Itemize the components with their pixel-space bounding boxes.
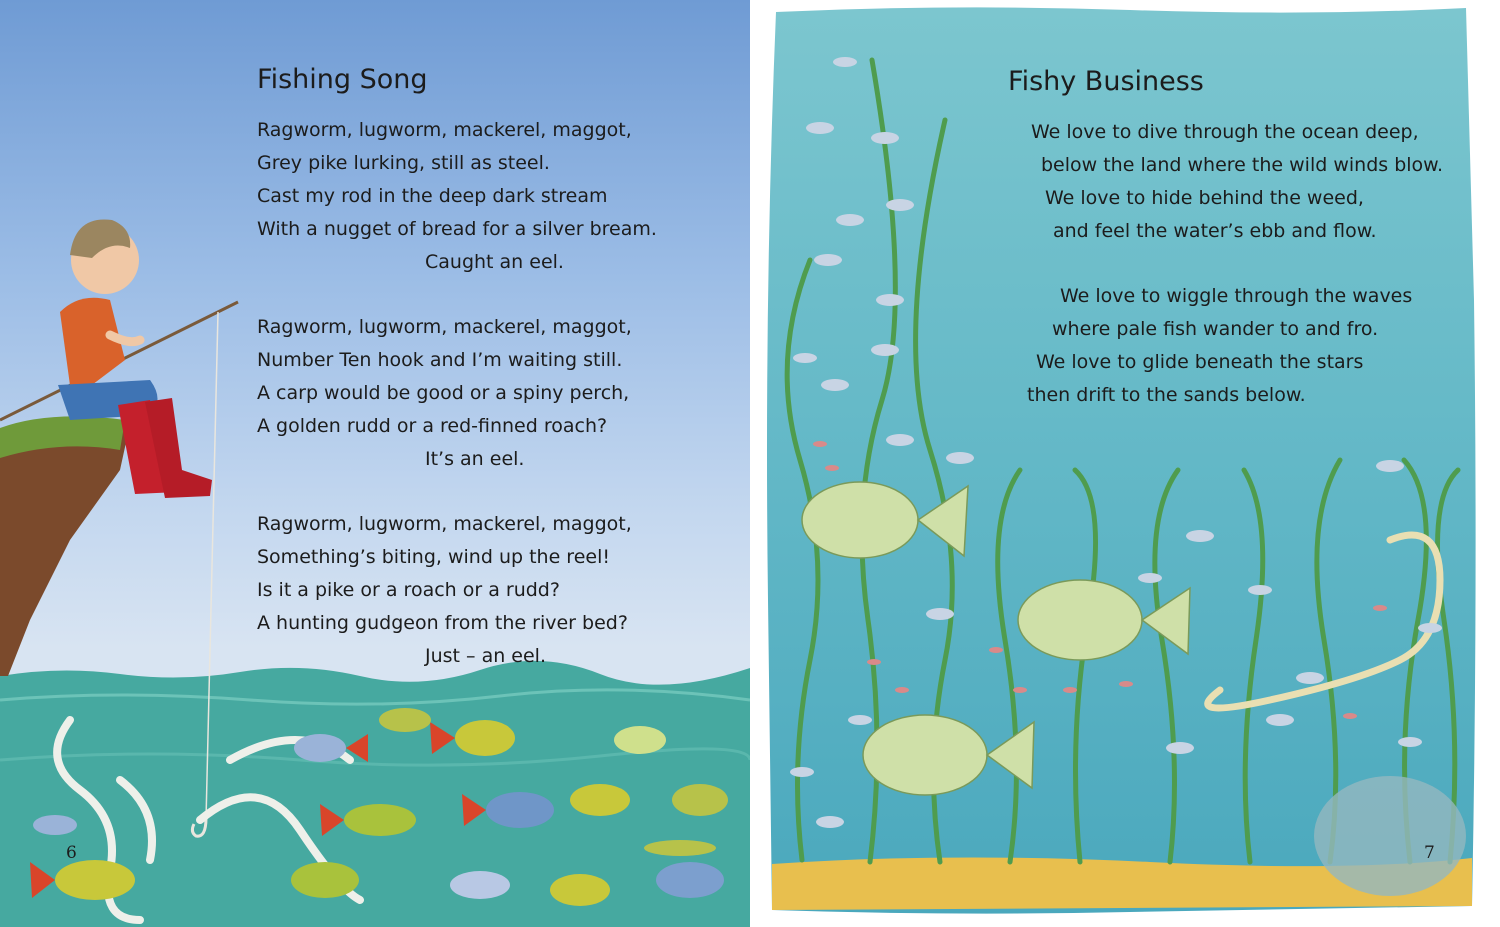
- poem-line: Ragworm, lugworm, mackerel, maggot,: [257, 316, 632, 338]
- poem-line: and feel the water’s ebb and flow.: [1053, 220, 1377, 242]
- poem-line: below the land where the wild winds blow.: [1041, 154, 1443, 176]
- poem-line: Cast my rod in the deep dark stream: [257, 185, 608, 207]
- poem-line: We love to dive through the ocean deep,: [1031, 121, 1419, 143]
- rock: [1314, 776, 1466, 896]
- poem-line: then drift to the sands below.: [1027, 384, 1306, 406]
- poem-line: A golden rudd or a red-finned roach?: [257, 415, 608, 437]
- poem-line: Number Ten hook and I’m waiting still.: [257, 349, 623, 371]
- poem-line: We love to wiggle through the waves: [1060, 285, 1413, 307]
- poem-line: A hunting gudgeon from the river bed?: [257, 612, 628, 634]
- right-page: [750, 0, 1500, 927]
- poem-title-fishy-business: Fishy Business: [1008, 66, 1204, 97]
- poem-refrain: Just – an eel.: [425, 645, 546, 667]
- poem-line: Something’s biting, wind up the reel!: [257, 546, 610, 568]
- poem-refrain: It’s an eel.: [425, 448, 525, 470]
- page-number: 7: [1424, 843, 1435, 863]
- poem-line: We love to hide behind the weed,: [1045, 187, 1364, 209]
- poem-line: Ragworm, lugworm, mackerel, maggot,: [257, 119, 632, 141]
- poem-title-fishing-song: Fishing Song: [257, 64, 428, 95]
- poem-line: Is it a pike or a roach or a rudd?: [257, 579, 560, 601]
- poem-refrain: Caught an eel.: [425, 251, 564, 273]
- cliff: [0, 418, 130, 676]
- page-number: 6: [66, 843, 77, 863]
- poem-line: where pale fish wander to and fro.: [1052, 318, 1379, 340]
- poem-line: A carp would be good or a spiny perch,: [257, 382, 630, 404]
- poem-line: With a nugget of bread for a silver bream.: [257, 218, 657, 240]
- poem-line: Grey pike lurking, still as steel.: [257, 152, 550, 174]
- poem-line: We love to glide beneath the stars: [1036, 351, 1364, 373]
- poem-line: Ragworm, lugworm, mackerel, maggot,: [257, 513, 632, 535]
